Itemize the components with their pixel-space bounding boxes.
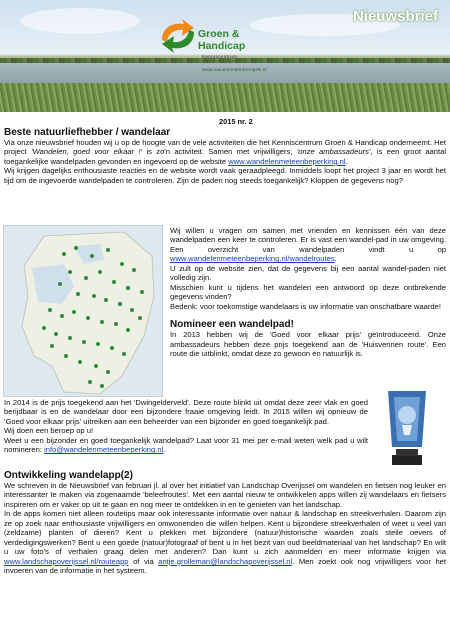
logo-text-line1: Groen &	[198, 28, 240, 40]
nominate-paragraph-4: Weet u een bijzonder en goed toegankelijk wandelpad? Laat voor 31 mei per e-mail weten welk pad u wilt nomineren: info@wandelenmeteenbeperking.nl.	[4, 435, 368, 455]
reeds	[0, 83, 450, 112]
right-column	[170, 226, 446, 359]
app-section	[4, 470, 446, 576]
website-link[interactable]: www.wandelenmeteenbeperking.nl	[228, 156, 346, 166]
nominate-paragraph-3: Wij doen een beroep op u!	[4, 426, 94, 436]
trophy-icon	[372, 385, 442, 469]
logo-subtitle: Kenniscentrum	[202, 54, 238, 59]
intro-paragraph-2: Wij krijgen dagelijks enthousiaste reacties en de website wordt vaak geraadpleegd. Inmiddels loopt het project 3 jaar en wordt het tijd om de ingevoerde wandelpaden te controleren. Zijn de paden nog steeds toegankelijk? Kloppen de gegevens nog?	[4, 166, 446, 185]
map-image	[3, 225, 163, 397]
cloud	[20, 8, 140, 34]
nominate-heading: Nomineer een wandelpad!	[170, 319, 294, 331]
right-paragraph-3: Misschien kunt u tijdens het wandelen een antwoord op deze ontbrekende gegevens vinden?	[170, 282, 446, 302]
netherlands-map	[4, 226, 163, 397]
routeapp-link[interactable]: www.landschapoverijssel.nl/routeapp	[4, 556, 129, 566]
wandelroutes-link[interactable]: www.wandelenmeteenbeperking.nl/wandelroutes	[170, 254, 335, 264]
email-link[interactable]: info@wandelenmeteenbeperking.nl	[44, 445, 164, 455]
contact-email-link[interactable]: antje.grolleman@landschapoverijssel.nl	[158, 556, 293, 566]
right-paragraph-2: U zult op de website zien, dat de gegevens bij een aantal wandel-paden niet volledig zijn.	[170, 263, 446, 283]
app-paragraph-1: We schreven in de Nieuwsbrief van februari jl. al over het initiatief van Landschap Overijssel om wandelen en fietsen nog leuker en interessanter te maken via zogenaamde 'beleefroutes'. Met een aantal nieuw te ontwikkelen apps willen zij wandelaars en fietsers inspireren om er vaker op uit te gaan en nog meer te ontdekken in en te genieten van het landschap.	[4, 481, 446, 509]
intro-heading: Beste natuurliefhebber / wandelaar	[4, 127, 171, 138]
app-paragraph-2: In de apps komen niet alleen routetips maar ook interessante informatie over natuur & landschap en streekverhalen. Daarom zijn ze op zoek naar enthousiaste vrijwilligers en omwonenden die willen helpen. Kent u bijzondere streekverhalen of weet u veel van (zeldzame) planten of dieren? Kent u plekken met bijzondere (natuur)historische waarden zoals steile oevers of verdedigingswerken? Bent u een goede (natuur)fotograaf of bent u in het bezit van oud beeldmateriaal van het landschap? En wilt u uw foto's of verhalen graag delen met anderen? Dan kunt u zich aanmelden en meer informatie krijgen via www.landschapoverijssel.nl/routeapp of via antje.grolleman@landschapoverijssel.nl. Men zoekt ook nog vrijwilligers voor het invoeren van de informatie in het systeem.	[4, 509, 446, 576]
intro-section	[4, 127, 446, 185]
app-heading: Ontwikkeling wandelapp(2)	[4, 470, 133, 481]
nominate-continued	[4, 398, 368, 455]
header-banner	[0, 0, 450, 112]
award-trophy-image	[372, 385, 442, 469]
issue-number: 2015 nr. 2	[219, 117, 253, 126]
right-paragraph-4: Bedenk: voor toekomstige wandelaars is uw informatie van onschatbare waarde!	[170, 301, 441, 311]
nominate-paragraph-1: In 2013 hebben wij de 'Goed voor elkaar prijs' geïntroduceerd. Onze ambassadeurs hebben deze prijs toegekend aan de 'Huisvennen route'. Een route die uitblinkt, omdat deze zo gewoon en natuurlijk is.	[170, 330, 446, 359]
logo-text-line2: Handicap	[198, 40, 246, 52]
right-paragraph-1: Wij willen u vragen om samen met vrienden en kennissen één van deze wandelpaden een keer te controleren. Er is vast een wandel-pad in uw omgeving. Een overzicht van wandelpaden vindt u op www.wandelenmeteenbeperking.nl/wandelroutes.	[170, 226, 446, 264]
logo-icon	[158, 16, 198, 56]
logo[interactable]	[158, 16, 296, 78]
logo-url: www.natuurzonderdrempels.nl	[202, 68, 267, 73]
newsletter-title: Nieuwsbrief	[352, 8, 438, 25]
intro-paragraph-1: Via onze nieuwsbrief houden wij u op de hoogte van de vele activiteiten die het Kenniscentrum Groen & Handicap onderneemt. Het project 'Wandelen, goed voor elkaar !' is zo'n activiteit. Samen met vrijwilligers, 'onze ambassadeurs', is een groot aantal toegankelijke wandelpaden gevonden en ingevoerd op de website www.wandelenmeteenbeperking.nl.	[4, 138, 447, 166]
nominate-paragraph-2: In 2014 is de prijs toegekend aan het 'Dwingelderveld'. Deze route blinkt uit omdat deze zeer vlak en goed berijdbaar is en de wandelaar door een bijzondere fraaie omgeving leidt. In 2015 willen wij opnieuw de 'Goed voor elkaar prijs' uitreiken aan een beheerder van een bijzonder en goed toegankelijk pad.	[4, 398, 368, 426]
